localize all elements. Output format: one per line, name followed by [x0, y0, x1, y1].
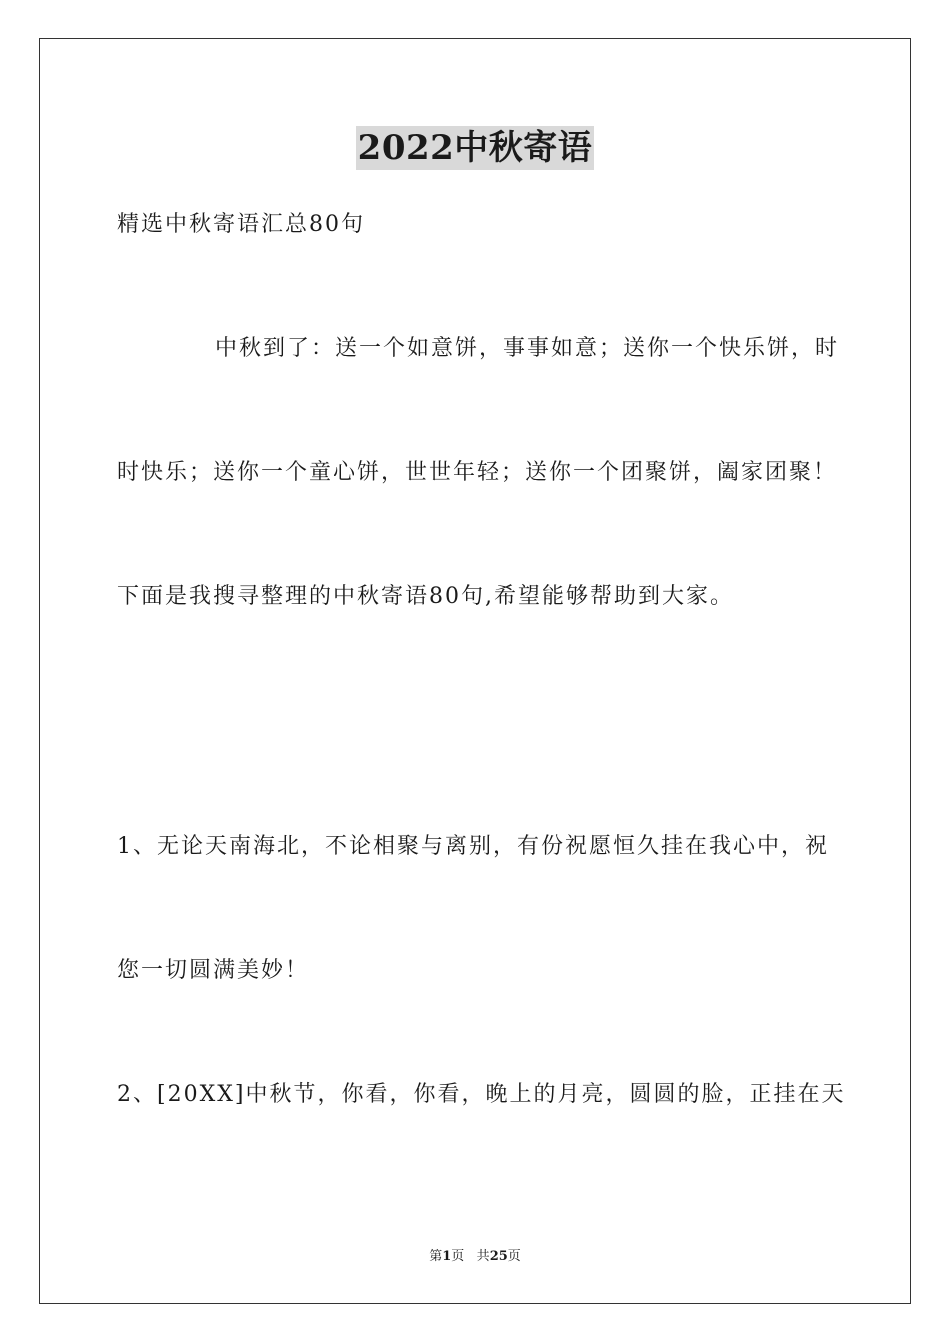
list-item-2-line-1: 2、[20XX]中秋节，你看，你看，晚上的月亮，圆圆的脸，正挂在天: [117, 1082, 846, 1107]
footer-page-suffix: 页: [451, 1249, 465, 1264]
footer-page-number: 1: [442, 1249, 452, 1264]
list-item-1-line-2: 您一切圆满美妙！: [117, 958, 310, 983]
footer-page-prefix: 第: [429, 1249, 443, 1264]
list-item-1-line-1: 1、无论天南海北，不论相聚与离别，有份祝愿恒久挂在我心中，祝: [117, 834, 829, 859]
document-title: 2022中秋寄语: [357, 128, 593, 168]
document-subtitle: 精选中秋寄语汇总80句: [117, 212, 365, 237]
title-container: [0, 126, 950, 170]
page-footer: [0, 1248, 950, 1266]
paragraph-intro-line-1: 中秋到了：送一个如意饼，事事如意；送你一个快乐饼，时: [215, 336, 840, 361]
footer-total-suffix: 页: [507, 1249, 521, 1264]
paragraph-intro-line-3: 下面是我搜寻整理的中秋寄语80句,希望能够帮助到大家。: [117, 584, 734, 609]
paragraph-intro-line-2: 时快乐；送你一个童心饼，世世年轻；送你一个团聚饼，阖家团聚！: [117, 460, 838, 485]
footer-total-prefix: 共: [476, 1249, 490, 1264]
footer-total-pages: 25: [489, 1249, 508, 1264]
